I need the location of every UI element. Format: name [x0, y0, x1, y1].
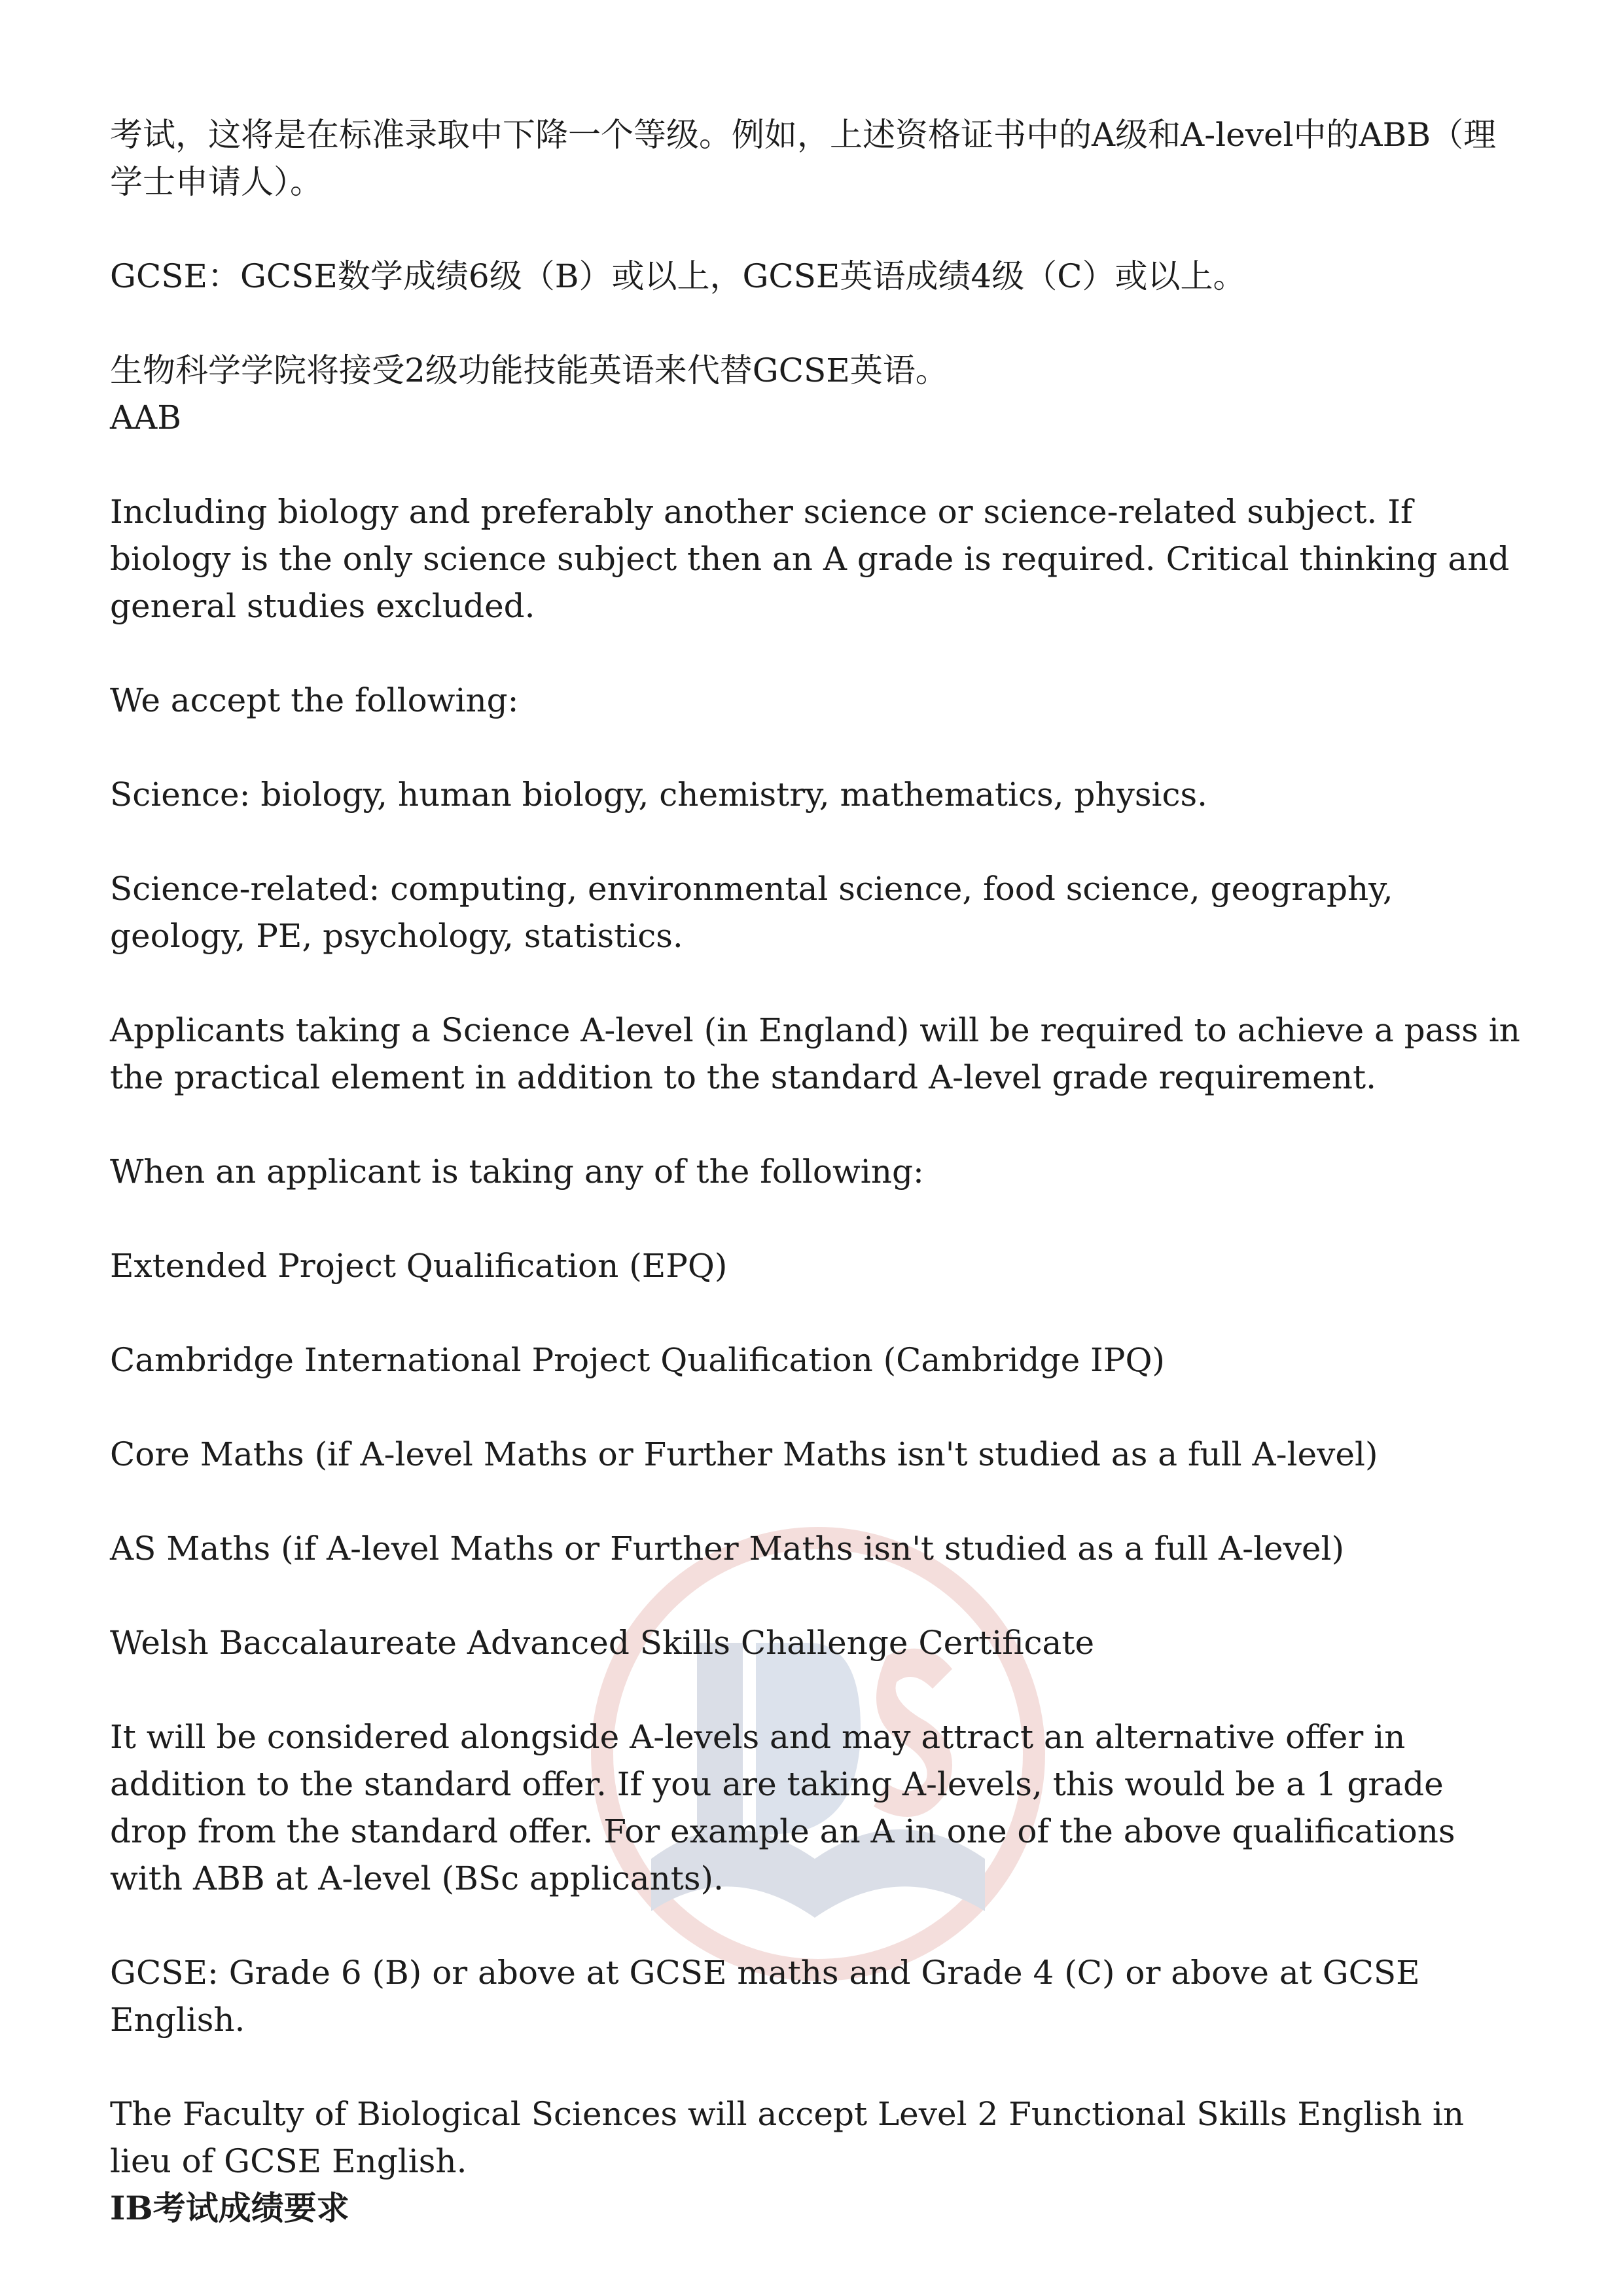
qualification-item: Cambridge International Project Qualification (Cambridge IPQ) — [110, 1341, 1165, 1379]
qualification-item: Extended Project Qualification (EPQ) — [110, 1247, 728, 1285]
functional-skills-paragraph: The Faculty of Biological Sciences will accept Level 2 Functional Skills English in lieu of GCSE English. — [110, 2095, 1465, 2180]
subject-requirement-paragraph: Including biology and preferably another science or science-related subject. If biology is the only science subject then an A grade is required. Critical thinking and general studies excluded. — [110, 493, 1510, 625]
chinese-paragraph-exam-drop: 考试，这将是在标准录取中下降一个等级。例如，上述资格证书中的A级和A-level中的ABB（理学士申请人）。 — [110, 116, 1497, 201]
ib-requirements-heading: IB考试成绩要求 — [110, 2189, 349, 2227]
alternative-offer-paragraph: It will be considered alongside A-levels and may attract an alternative offer in addition to the standard offer. If you are taking A-levels, this would be a 1 grade drop from the standard offer. For example an A in one of the above qualifications with ABB at A-level (BSc applicants). — [110, 1718, 1455, 1897]
qualification-item: Core Maths (if A-level Maths or Further Maths isn't studied as a full A-level) — [110, 1435, 1378, 1473]
practical-element-paragraph: Applicants taking a Science A-level (in England) will be required to achieve a pass in the practical element in addition to the standard A-level grade requirement. — [110, 1011, 1520, 1096]
alternative-offer-intro: When an applicant is taking any of the following: — [110, 1153, 924, 1191]
chinese-paragraph-gcse: GCSE：GCSE数学成绩6级（B）或以上，GCSE英语成绩4级（C）或以上。 — [110, 257, 1246, 295]
qualification-item: AS Maths (if A-level Maths or Further Maths isn't studied as a full A-level) — [110, 1530, 1344, 1568]
science-subjects: Science: biology, human biology, chemistry, mathematics, physics. — [110, 776, 1208, 814]
science-related-subjects: Science-related: computing, environmental science, food science, geography, geology, PE, psychology, statistics. — [110, 870, 1393, 955]
chinese-paragraph-functional-skills: 生物科学学院将接受2级功能技能英语来代替GCSE英语。 — [110, 351, 948, 389]
accepted-intro: We accept the following: — [110, 681, 519, 719]
document-page — [110, 111, 1524, 2232]
grade-requirement: AAB — [110, 399, 181, 437]
qualification-item: Welsh Baccalaureate Advanced Skills Challenge Certificate — [110, 1624, 1095, 1662]
gcse-requirement: GCSE: Grade 6 (B) or above at GCSE maths and Grade 4 (C) or above at GCSE English. — [110, 1954, 1420, 2039]
